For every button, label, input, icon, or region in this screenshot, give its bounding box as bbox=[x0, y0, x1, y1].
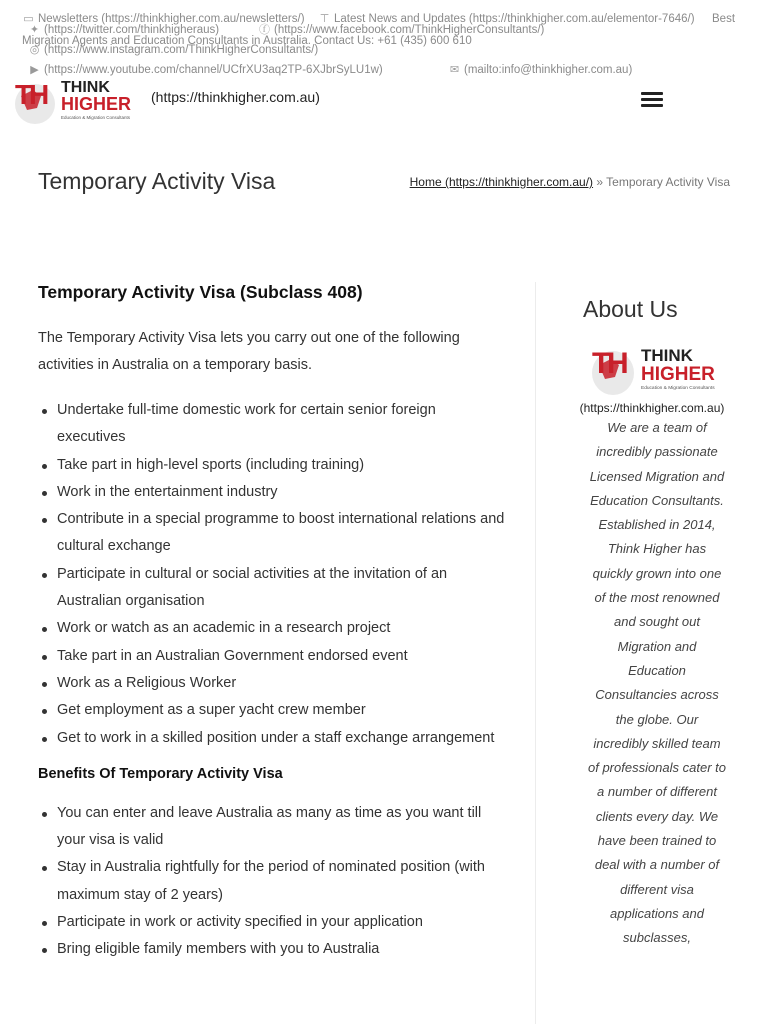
instagram-icon: ◎ bbox=[29, 44, 40, 56]
logo-monogram-h: H bbox=[607, 347, 629, 380]
list-item: Bring eligible family members with you to Australia bbox=[38, 936, 508, 963]
facebook-link[interactable]: ⓕ (https://www.facebook.com/ThinkHigherConsultants/) bbox=[259, 24, 545, 36]
breadcrumb bbox=[410, 175, 730, 189]
facebook-icon: ⓕ bbox=[259, 24, 270, 36]
menu-bar-icon bbox=[641, 92, 663, 95]
twitter-icon: ✦ bbox=[29, 24, 40, 36]
article-heading: Temporary Activity Visa (Subclass 408) bbox=[38, 282, 363, 302]
logo-word-higher: HIGHER bbox=[641, 364, 715, 385]
list-item: Stay in Australia rightfully for the period of nominated position (with maximum stay of 2 years) bbox=[38, 854, 508, 909]
logo-word-think: THINK bbox=[61, 79, 110, 96]
list-item: Take part in an Australian Government endorsed event bbox=[38, 643, 508, 670]
youtube-icon: ▶ bbox=[30, 64, 39, 76]
list-item: Get employment as a super yacht crew member bbox=[38, 697, 508, 724]
benefits-heading: Benefits Of Temporary Activity Visa bbox=[38, 765, 283, 782]
logo-monogram-h: H bbox=[29, 79, 50, 110]
list-item: Participate in cultural or social activities at the invitation of an Australian organisation bbox=[38, 561, 508, 616]
about-text: We are a team of incredibly passionate Licensed Migration and Education Consultants. Established in 2014, Think Higher has quickly grown into one of the most renowned and sought out Migration and Education Consultancies across the globe. Our incredibly skilled team of professionals cater to a number of different clients every day. We have been trained to deal with a number of different visa applications and subclasses, bbox=[587, 420, 727, 946]
logo-subtitle: Education & Migration Consultants bbox=[641, 386, 715, 391]
benefits-list bbox=[38, 800, 508, 964]
column-divider bbox=[535, 282, 536, 1024]
logo-word-higher: HIGHER bbox=[61, 94, 132, 114]
breadcrumb-home-link[interactable]: Home (https://thinkhigher.com.au/) bbox=[409, 175, 594, 189]
youtube-link[interactable]: ▶ (https://www.youtube.com/channel/UCfrXU3aq2TP-6XJbrSyLU1w) bbox=[28, 63, 383, 77]
tagline: Migration Agents and Education Consultants in Australia. Contact Us: +61 (435) 600 610 bbox=[22, 35, 472, 47]
twitter-link[interactable]: ✦ (https://twitter.com/thinkhigheraus) bbox=[29, 24, 220, 36]
intro-paragraph: The Temporary Activity Visa lets you carry out one of the following activities in Australia on a temporary basis. bbox=[38, 330, 460, 373]
mail-icon: ✉ bbox=[449, 64, 460, 76]
breadcrumb-current: Temporary Activity Visa bbox=[606, 175, 730, 189]
page-title: Temporary Activity Visa bbox=[38, 168, 276, 194]
sidebar-logo[interactable] bbox=[587, 341, 727, 399]
newsletters-link[interactable]: ▭ Newsletters (https://thinkhigher.com.au/newsletters/) bbox=[23, 13, 305, 25]
logo-monogram: T bbox=[592, 347, 611, 380]
sidebar bbox=[577, 296, 737, 951]
list-item: Work as a Religious Worker bbox=[38, 670, 508, 697]
list-item: Take part in high-level sports (including training) bbox=[38, 452, 508, 479]
sidebar-logo-url[interactable]: (https://thinkhigher.com.au) bbox=[579, 401, 725, 415]
site-logo[interactable] bbox=[11, 74, 141, 126]
hamburger-menu-button[interactable] bbox=[641, 92, 663, 108]
menu-bar-icon bbox=[641, 104, 663, 107]
list-item: Undertake full-time domestic work for certain senior foreign executives bbox=[38, 397, 508, 452]
list-item: Work in the entertainment industry bbox=[38, 479, 508, 506]
logo-monogram: T bbox=[15, 79, 33, 110]
activities-list bbox=[38, 397, 508, 752]
logo-url[interactable]: (https://thinkhigher.com.au) bbox=[151, 89, 320, 105]
sign-icon: ⊤ bbox=[319, 13, 330, 25]
instagram-link[interactable]: ◎ (https://www.instagram.com/ThinkHigherConsultants/) bbox=[29, 44, 319, 56]
sidebar-heading: About Us bbox=[583, 296, 678, 322]
logo-subtitle: Education & Migration Consultants bbox=[61, 115, 131, 120]
newsletter-icon: ▭ bbox=[23, 13, 34, 25]
list-item: Get to work in a skilled position under a staff exchange arrangement bbox=[38, 725, 508, 752]
list-item: Work or watch as an academic in a research project bbox=[38, 615, 508, 642]
logo-word-think: THINK bbox=[641, 346, 693, 365]
list-item: You can enter and leave Australia as many as time as you want till your visa is valid bbox=[38, 800, 508, 855]
breadcrumb-separator: » bbox=[593, 175, 607, 189]
mail-link[interactable]: ✉ (mailto:info@thinkhigher.com.au) bbox=[449, 64, 633, 76]
tagline-start: Best bbox=[712, 13, 736, 25]
news-link[interactable]: ⊤ Latest News and Updates (https://thinkhigher.com.au/elementor-7646/) bbox=[319, 13, 695, 25]
main-content bbox=[38, 282, 508, 978]
list-item: Contribute in a special programme to boost international relations and cultural exchange bbox=[38, 506, 508, 561]
list-item: Participate in work or activity specified in your application bbox=[38, 909, 508, 936]
menu-bar-icon bbox=[641, 98, 663, 101]
top-bar bbox=[0, 0, 768, 80]
